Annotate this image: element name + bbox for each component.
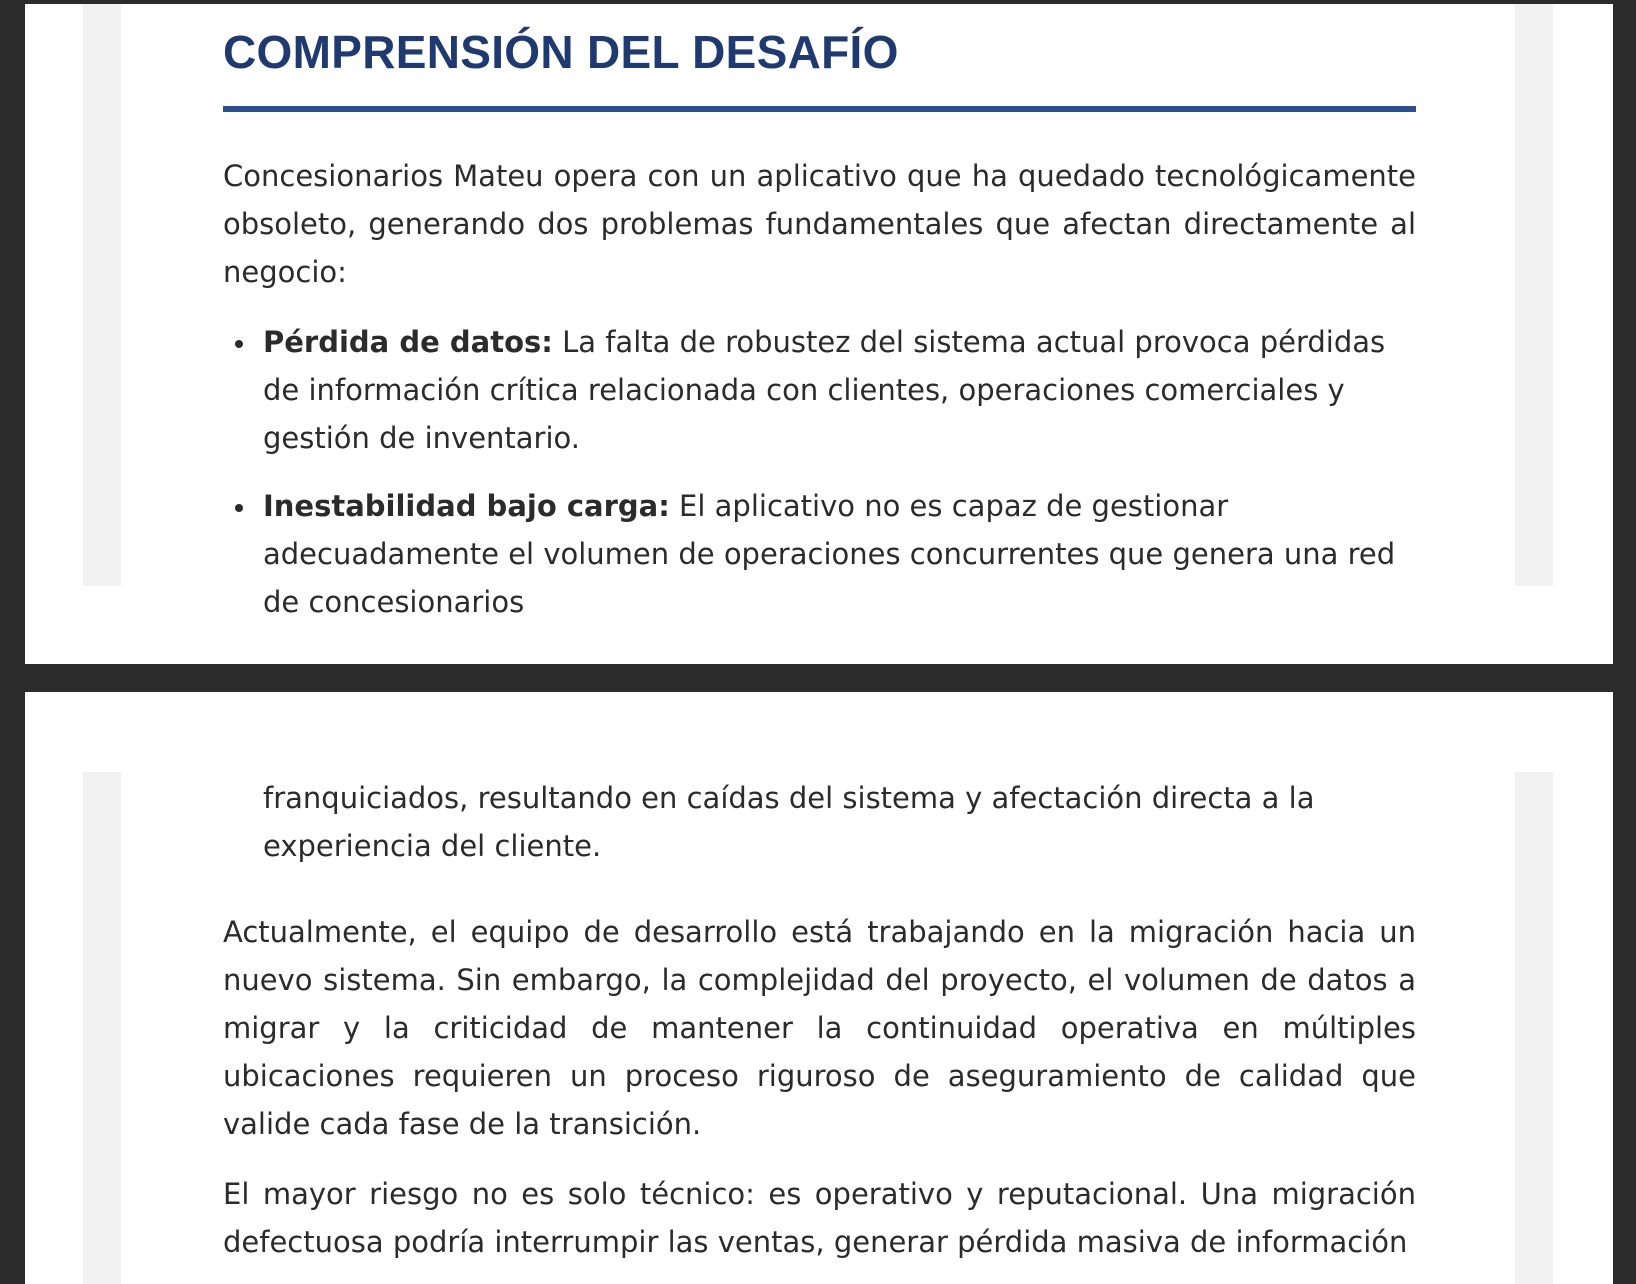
page-content (223, 22, 1416, 626)
list-item (263, 482, 1416, 626)
section-heading: COMPRENSIÓN DEL DESAFÍO (223, 26, 899, 78)
list-item (263, 318, 1416, 462)
document-page-2 (25, 692, 1613, 1284)
list-item-continuation: franquiciados, resultando en caídas del sistema y afectación directa a la experiencia del cliente. (263, 781, 1315, 863)
list-item-text: La falta de robustez del sistema actual provoca pérdidas de información crítica relacionada con clientes, operaciones comerciales y gestión de inventario. (263, 325, 1386, 455)
body-paragraph: El mayor riesgo no es solo técnico: es operativo y reputacional. Una migración defectuosa podría interrumpir las ventas, generar pérdida masiva de información (223, 1177, 1416, 1259)
problem-list (223, 318, 1416, 626)
heading-underline (223, 106, 1416, 112)
list-item-lead: Inestabilidad bajo carga: (263, 489, 670, 523)
document-page-1 (25, 4, 1613, 664)
intro-paragraph: Concesionarios Mateu opera con un aplicativo que ha quedado tecnológicamente obsoleto, generando dos problemas fundamentales que afectan directamente al negocio: (223, 159, 1416, 289)
page-margin-left (83, 4, 121, 586)
body-paragraph: Actualmente, el equipo de desarrollo está trabajando en la migración hacia un nuevo sistema. Sin embargo, la complejidad del proyecto, el volumen de datos a migrar y la criticidad de mantener la continuidad operativa en múltiples ubicaciones requieren un proceso riguroso de aseguramiento de calidad que valide cada fase de la transición. (223, 915, 1416, 1141)
problem-list-continued (223, 774, 1416, 870)
page-margin-left (83, 772, 121, 1284)
list-item-lead: Pérdida de datos: (263, 325, 553, 359)
list-item-text: El aplicativo no es capaz de gestionar adecuadamente el volumen de operaciones concurrentes que genera una red de concesionarios (263, 489, 1396, 619)
page-margin-right (1515, 4, 1553, 586)
page-margin-right (1515, 772, 1553, 1284)
page-content (223, 774, 1416, 1266)
